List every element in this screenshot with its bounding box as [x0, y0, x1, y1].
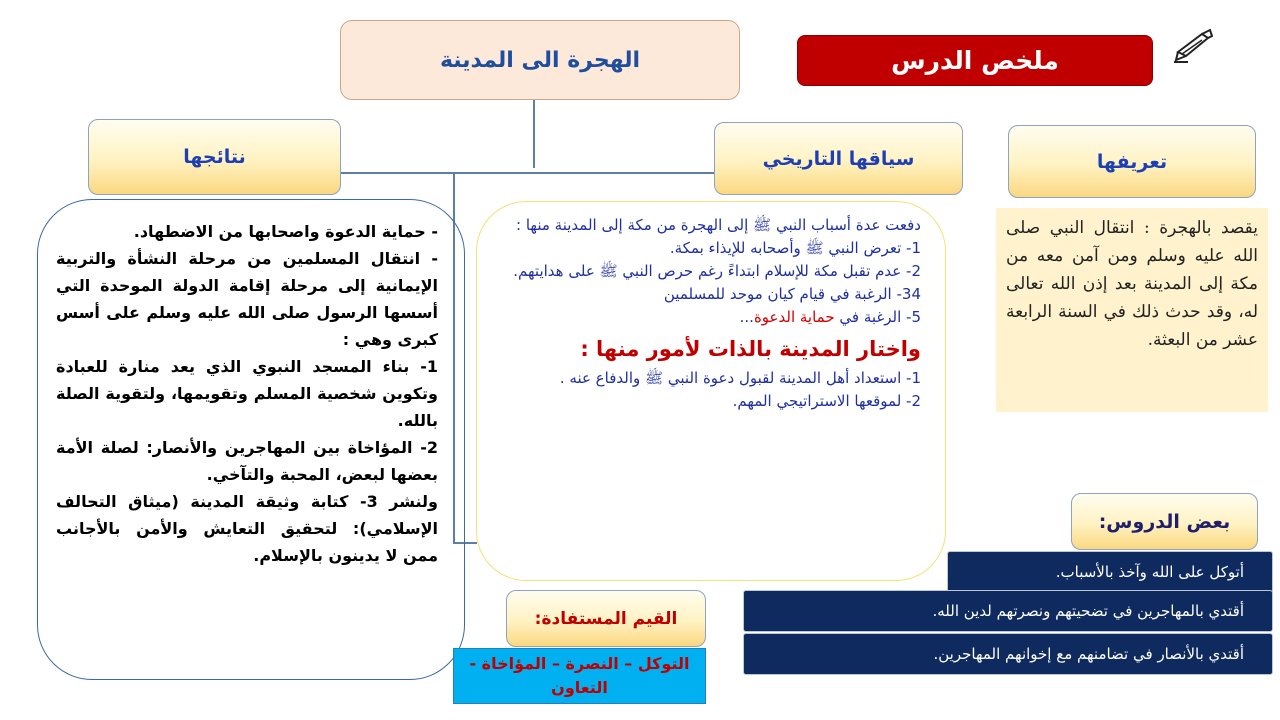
values-list-text: التوكل – النصرة – المؤاخاة - التعاون [469, 654, 690, 697]
lesson-item [947, 551, 1273, 593]
context-intro: دفعت عدة أسباب النبي ﷺ إلى الهجرة من مكة إلى المدينة منها : [516, 216, 921, 234]
context-item-5-prefix: 5- الرغبة في [834, 308, 921, 326]
definition-panel [996, 208, 1268, 412]
context-panel [476, 201, 946, 581]
summary-label [797, 35, 1153, 86]
results-line-3: 1- بناء المسجد النبوي الذي يعد منارة للعبادة وتكوين شخصية المسلم وتقويمها، ولتقوية الصلة بالله. [56, 357, 438, 430]
lesson-item [743, 633, 1273, 675]
context-item-5-suffix: ... [739, 308, 754, 326]
definition-text: يقصد بالهجرة : انتقال النبي صلى الله عليه وسلم ومن آمن معه من مكة إلى المدينة بعد إذن الله تعالى له، وقد حدث ذلك في السنة الرابعة عشر من البعثة. [1006, 218, 1258, 350]
context-item-3: 34- الرغبة في قيام كيان موحد للمسلمين [663, 285, 921, 303]
context-item-2: 2- عدم تقبل مكة للإسلام ابتداءً رغم حرص النبي ﷺ على هدايتهم. [513, 262, 921, 280]
context-item-1: 1- تعرض النبي ﷺ وأصحابه للإيذاء بمكة. [669, 239, 921, 257]
context-heading-text: سياقها التاريخي [762, 147, 915, 170]
lessons-heading [1071, 493, 1258, 550]
results-heading-text: نتائجها [183, 146, 246, 168]
definition-heading-text: تعريفها [1096, 150, 1168, 173]
context-emphasis: واختار المدينة بالذات لأمور منها : [580, 337, 921, 361]
results-line-1: - حماية الدعوة واصحابها من الاضطهاد. [133, 222, 438, 241]
lesson-item [743, 590, 1273, 632]
definition-heading [1008, 125, 1256, 198]
lesson-item-text: أتوكل على الله وآخذ بالأسباب. [1055, 563, 1244, 581]
values-list [453, 648, 706, 704]
context-item-5-highlight: حماية الدعوة [753, 308, 835, 326]
writing-hand-icon [1172, 28, 1216, 64]
diagram-title-text: الهجرة الى المدينة [439, 47, 641, 73]
lessons-heading-text: بعض الدروس: [1098, 510, 1231, 533]
connector-title-down [533, 100, 535, 168]
context-item-5 [499, 306, 921, 329]
results-panel [37, 199, 465, 680]
results-line-5: ولنشر 3- كتابة وثيقة المدينة (ميثاق التحالف الإسلامي): لتحقيق التعايش والأمن بالأجانب ممن لا يدينون بالإسلام. [56, 492, 439, 565]
connector-horizontal [341, 172, 715, 174]
lesson-item-text: أقتدي بالمهاجرين في تضحيتهم ونصرتهم لدين الله. [932, 602, 1244, 620]
results-line-4: 2- المؤاخاة بين المهاجرين والأنصار: لصلة الأمة بعضها لبعض، المحبة والتآخي. [56, 438, 438, 484]
values-heading-text: القيم المستفادة: [534, 608, 678, 629]
results-heading [88, 119, 341, 195]
context-heading [714, 122, 963, 195]
lesson-item-text: أقتدي بالأنصار في تضامنهم مع إخوانهم المهاجرين. [933, 645, 1244, 663]
context-reason-2: 2- لموقعها الاستراتيجي المهم. [732, 392, 921, 410]
results-line-2: - انتقال المسلمين من مرحلة النشأة والتربية الإيمانية إلى مرحلة إقامة الدولة الموحدة التي أسسها الرسول صلى الله عليه وسلم على أسس كبرى وهي : [56, 249, 438, 349]
values-heading [506, 590, 706, 647]
summary-label-text: ملخص الدرس [891, 46, 1059, 75]
context-reason-1: 1- استعداد أهل المدينة لقبول دعوة النبي ﷺ والدفاع عنه . [559, 369, 921, 387]
diagram-title [340, 20, 740, 100]
